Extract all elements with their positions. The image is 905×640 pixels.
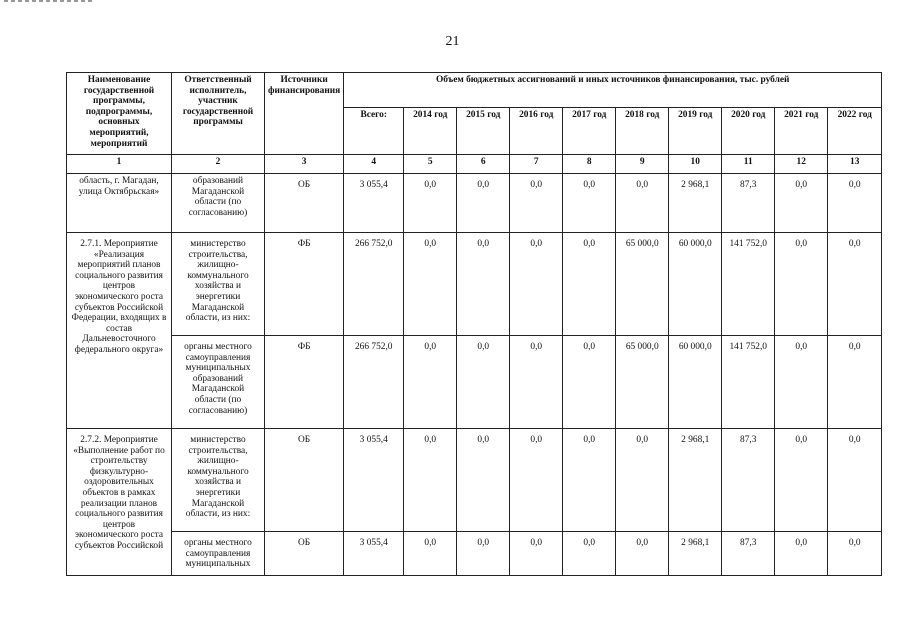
total-cell: 266 752,0 [344,233,404,336]
header-source: Источники финансирования [265,73,344,155]
value-cell: 2 968,1 [669,429,722,532]
source-cell: ОБ [265,429,344,532]
column-number: 2 [172,155,265,174]
value-cell: 87,3 [722,429,775,532]
header-year: 2017 год [563,108,616,155]
program-cell: область, г. Магадан, улица Октябрьская» [67,174,172,233]
source-cell: ФБ [265,336,344,429]
header-executor: Ответственный исполнитель, участник государственной программы [172,73,265,155]
header-total: Всего: [344,108,404,155]
scan-artifact [4,0,94,2]
column-number: 1 [67,155,172,174]
column-number: 11 [722,155,775,174]
source-cell: ОБ [265,174,344,233]
total-cell: 3 055,4 [344,174,404,233]
value-cell: 0,0 [510,233,563,336]
column-number: 6 [457,155,510,174]
table-row [67,174,882,233]
value-cell: 0,0 [563,233,616,336]
column-number: 3 [265,155,344,174]
value-cell: 0,0 [616,429,669,532]
value-cell: 0,0 [563,174,616,233]
value-cell: 0,0 [828,233,882,336]
value-cell: 0,0 [404,233,457,336]
value-cell: 0,0 [510,174,563,233]
budget-table [66,72,882,576]
header-year: 2016 год [510,108,563,155]
value-cell: 0,0 [457,174,510,233]
value-cell: 65 000,0 [616,233,669,336]
column-number: 10 [669,155,722,174]
executor-cell: образований Магаданской области (по согласованию) [172,174,265,233]
column-number: 9 [616,155,669,174]
total-cell: 3 055,4 [344,532,404,576]
value-cell: 0,0 [404,174,457,233]
table-row [67,336,882,429]
header-year: 2014 год [404,108,457,155]
source-cell: ОБ [265,532,344,576]
value-cell: 0,0 [616,174,669,233]
value-cell: 0,0 [775,233,828,336]
header-year: 2021 год [775,108,828,155]
table-row [67,233,882,336]
column-number: 5 [404,155,457,174]
value-cell: 141 752,0 [722,336,775,429]
column-number-row [67,155,882,174]
executor-cell: министерство строительства, жилищно-коммунального хозяйства и энергетики Магаданской области, из них: [172,233,265,336]
value-cell: 0,0 [828,532,882,576]
header-year: 2018 год [616,108,669,155]
value-cell: 87,3 [722,532,775,576]
executor-cell: министерство строительства, жилищно-коммунального хозяйства и энергетики Магаданской области, из них: [172,429,265,532]
table-row [67,532,882,576]
header-budget: Объем бюджетных ассигнований и иных источников финансирования, тыс. рублей [344,73,882,108]
value-cell: 0,0 [563,336,616,429]
executor-cell: органы местного самоуправления муниципальных [172,532,265,576]
value-cell: 0,0 [828,174,882,233]
header-year: 2015 год [457,108,510,155]
value-cell: 0,0 [775,174,828,233]
header-year: 2022 год [828,108,882,155]
value-cell: 0,0 [775,429,828,532]
source-cell: ФБ [265,233,344,336]
column-number: 7 [510,155,563,174]
value-cell: 60 000,0 [669,336,722,429]
column-number: 8 [563,155,616,174]
value-cell: 0,0 [563,532,616,576]
value-cell: 2 968,1 [669,532,722,576]
value-cell: 0,0 [404,532,457,576]
total-cell: 3 055,4 [344,429,404,532]
page-number: 21 [445,34,460,49]
value-cell: 65 000,0 [616,336,669,429]
column-number: 12 [775,155,828,174]
value-cell: 0,0 [510,429,563,532]
value-cell: 0,0 [457,336,510,429]
value-cell: 0,0 [404,429,457,532]
value-cell: 0,0 [828,336,882,429]
executor-cell: органы местного самоуправления муниципальных образований Магаданской области (по согласованию) [172,336,265,429]
header-program: Наименование государственной программы, подпрограммы, основных мероприятий, мероприятий [67,73,172,155]
value-cell: 0,0 [775,336,828,429]
value-cell: 2 968,1 [669,174,722,233]
value-cell: 0,0 [510,336,563,429]
table-row [67,429,882,532]
program-cell: 2.7.1. Мероприятие «Реализация мероприятий планов социального развития центров экономического роста субъектов Российской Федерации, входящих в состав Дальневосточного федерального округа» [67,233,172,429]
value-cell: 87,3 [722,174,775,233]
table-header-row [67,73,882,108]
value-cell: 0,0 [457,233,510,336]
header-year: 2019 год [669,108,722,155]
total-cell: 266 752,0 [344,336,404,429]
value-cell: 60 000,0 [669,233,722,336]
column-number: 13 [828,155,882,174]
value-cell: 141 752,0 [722,233,775,336]
value-cell: 0,0 [457,532,510,576]
value-cell: 0,0 [404,336,457,429]
header-year: 2020 год [722,108,775,155]
value-cell: 0,0 [563,429,616,532]
value-cell: 0,0 [828,429,882,532]
value-cell: 0,0 [510,532,563,576]
value-cell: 0,0 [457,429,510,532]
value-cell: 0,0 [775,532,828,576]
program-cell: 2.7.2. Мероприятие «Выполнение работ по строительству физкультурно-оздоровительных объектов в рамках реализации планов социального развития центров экономического роста субъектов Российской [67,429,172,576]
column-number: 4 [344,155,404,174]
value-cell: 0,0 [616,532,669,576]
